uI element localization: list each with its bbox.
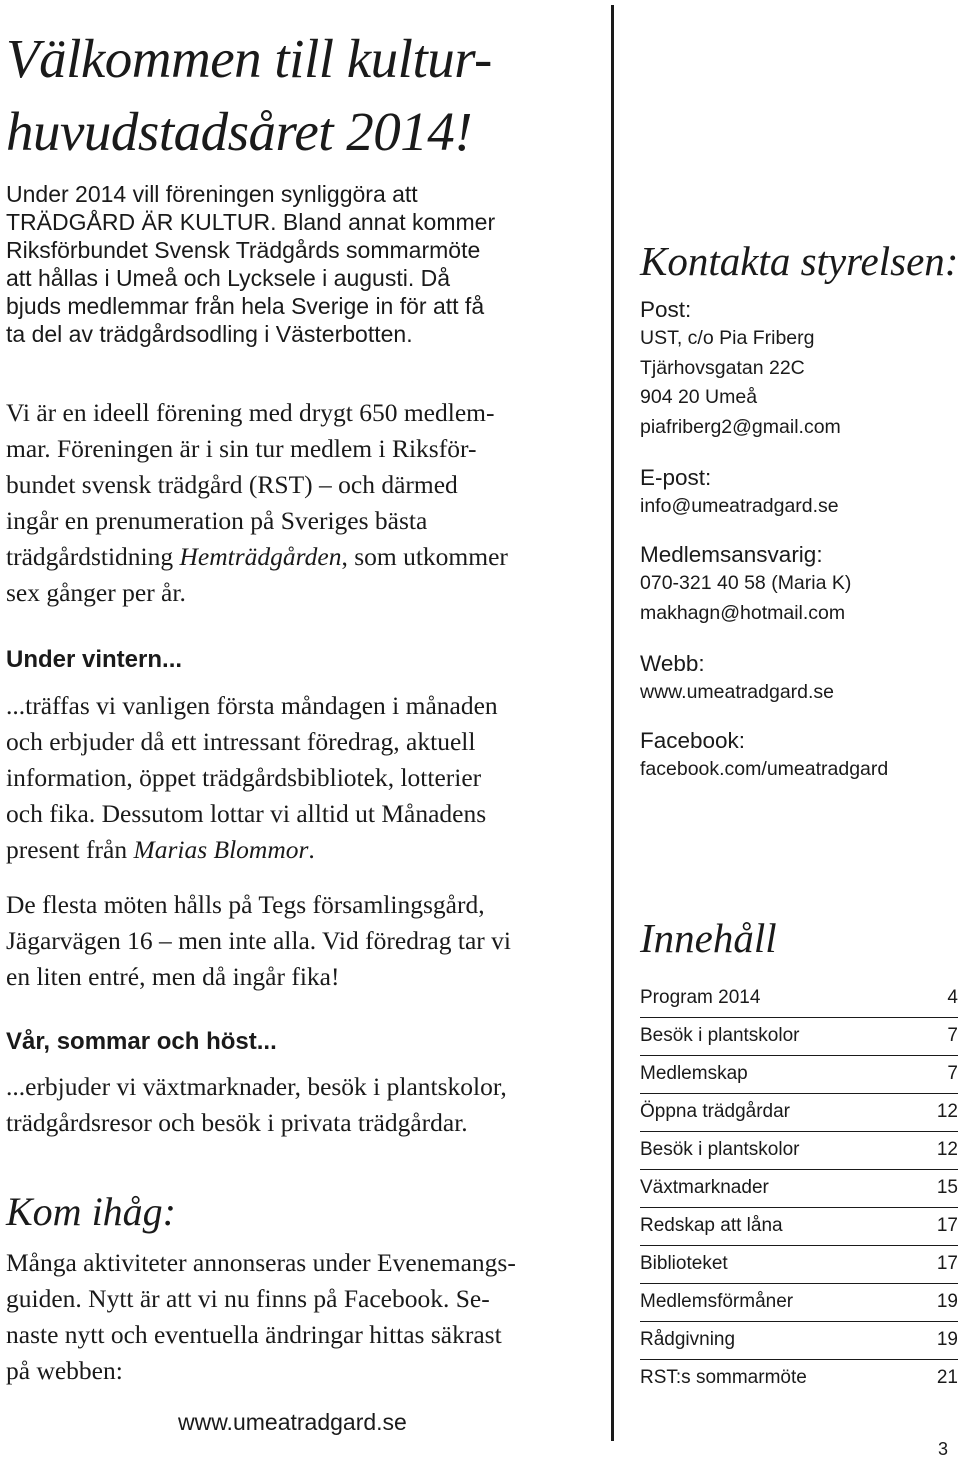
toc-item-page: 12 [936, 1101, 958, 1122]
meetings-line: Jägarvägen 16 – men inte alla. Vid föredrag tar vi [6, 926, 511, 955]
toc-item-page: 4 [947, 987, 958, 1008]
toc-item-page: 15 [936, 1177, 958, 1198]
toc-item-title: RST:s sommarmöte [640, 1367, 807, 1388]
members-paragraph [6, 395, 584, 611]
intro-line: Under 2014 vill föreningen synliggöra att [6, 181, 418, 207]
column-divider [611, 5, 614, 1441]
toc-item-title: Rådgivning [640, 1329, 736, 1350]
members-line: Vi är en ideell förening med drygt 650 medlem- [6, 398, 495, 427]
toc-item [640, 980, 958, 1018]
email-label: E-post: [640, 465, 712, 490]
toc-item-page: 19 [936, 1291, 958, 1312]
winter-paragraph [6, 688, 584, 868]
contact-title: Kontakta styrelsen: [640, 238, 959, 284]
toc-item [640, 1360, 958, 1398]
spring-paragraph [6, 1069, 584, 1141]
table-of-contents [640, 980, 958, 1398]
post-address-line: UST, c/o Pia Friberg [640, 327, 815, 349]
intro-line: att hållas i Umeå och Lycksele i augusti. Då [6, 265, 451, 291]
toc-item-page: 17 [936, 1215, 958, 1236]
toc-item-title: Växtmarknader [640, 1177, 769, 1198]
spring-line: ...erbjuder vi växtmarknader, besök i plantskolor, [6, 1072, 507, 1101]
facebook-label: Facebook: [640, 728, 746, 753]
toc-item [640, 1284, 958, 1322]
winter-line: present från [6, 835, 128, 864]
remember-line: på webben: [6, 1356, 123, 1385]
remember-line: naste nytt och eventuella ändringar hittas säkrast [6, 1320, 502, 1349]
page-number: 3 [938, 1439, 949, 1459]
toc-item [640, 1170, 958, 1208]
toc-item [640, 1322, 958, 1360]
winter-heading: Under vintern... [6, 646, 183, 673]
email-value: info@umeatradgard.se [640, 495, 839, 517]
magazine-name: Hemträdgården [179, 542, 342, 571]
winter-line: ...träffas vi vanligen första måndagen i månaden [6, 691, 498, 720]
post-address-line: 904 20 Umeå [640, 386, 758, 408]
toc-item-page: 12 [936, 1139, 958, 1160]
members-line: , som utkommer [341, 542, 508, 571]
toc-item-page: 17 [936, 1253, 958, 1274]
page-title-line-1: Välkommen till kultur- [6, 28, 492, 89]
post-address-line: Tjärhovsgatan 22C [640, 356, 805, 379]
member-email: makhagn@hotmail.com [640, 601, 846, 624]
remember-line: guiden. Nytt är att vi nu finns på Facebook. Se- [6, 1284, 490, 1313]
facebook-value: facebook.com/umeatradgard [640, 758, 889, 780]
sponsor-name: Marias Blommor [133, 835, 309, 864]
toc-item-page: 7 [947, 1063, 958, 1084]
members-line: mar. Föreningen är i sin tur medlem i Riksför- [6, 434, 477, 463]
meetings-paragraph [6, 887, 584, 995]
toc-item-title: Medlemskap [640, 1063, 748, 1084]
toc-item [640, 1208, 958, 1246]
toc-item-title: Medlemsförmåner [640, 1291, 794, 1312]
toc-item [640, 1018, 958, 1056]
intro-line: TRÄDGÅRD ÄR KULTUR. Bland annat kommer [6, 209, 496, 235]
toc-item [640, 1132, 958, 1170]
toc-item [640, 1056, 958, 1094]
toc-item-title: Besök i plantskolor [640, 1139, 800, 1160]
toc-item [640, 1246, 958, 1284]
toc-item-title: Öppna trädgårdar [640, 1101, 790, 1122]
page-title [6, 22, 596, 168]
members-line: sex gånger per år. [6, 578, 186, 607]
toc-item-page: 19 [936, 1329, 958, 1350]
toc-item-page: 21 [936, 1367, 958, 1388]
remember-line: Många aktiviteter annonseras under Evenemangs- [6, 1248, 516, 1277]
winter-line: och erbjuder då ett intressant föredrag, aktuell [6, 727, 476, 756]
member-contact [640, 541, 940, 628]
intro-line: bjuds medlemmar från hela Sverige in för att få [6, 293, 485, 319]
web-contact [640, 650, 940, 708]
winter-line: information, öppet trädgårdsbibliotek, lotterier [6, 763, 482, 792]
toc-item-title: Redskap att låna [640, 1215, 783, 1236]
winter-line: . [308, 835, 315, 864]
meetings-line: en liten entré, men då ingår fika! [6, 962, 340, 991]
toc-item-title: Program 2014 [640, 987, 761, 1008]
toc-item-title: Biblioteket [640, 1253, 728, 1274]
email-contact [640, 464, 940, 522]
remember-paragraph [6, 1245, 584, 1389]
meetings-line: De flesta möten hålls på Tegs församlingsgård, [6, 890, 485, 919]
intro-paragraph [6, 180, 586, 348]
intro-line: ta del av trädgårdsodling i Västerbotten. [6, 321, 413, 347]
intro-line: Riksförbundet Svensk Trädgårds sommarmöte [6, 237, 481, 263]
page-title-line-2: huvudstadsåret 2014! [6, 101, 473, 162]
spring-line: trädgårdsresor och besök i privata trädgårdar. [6, 1108, 468, 1137]
members-line: bundet svensk trädgård (RST) – och därmed [6, 470, 458, 499]
winter-line: och fika. Dessutom lottar vi alltid ut Månadens [6, 799, 487, 828]
member-label: Medlemsansvarig: [640, 542, 823, 567]
toc-item-title: Besök i plantskolor [640, 1025, 800, 1046]
remember-title: Kom ihåg: [6, 1189, 176, 1234]
toc-item [640, 1094, 958, 1132]
facebook-contact [640, 727, 940, 785]
member-phone: 070-321 40 58 (Maria K) [640, 572, 852, 594]
toc-title: Innehåll [640, 915, 777, 961]
website-link[interactable]: www.umeatradgard.se [178, 1409, 407, 1435]
members-line: trädgårdstidning [6, 542, 174, 571]
post-label: Post: [640, 297, 692, 322]
web-value: www.umeatradgard.se [640, 681, 835, 703]
spring-heading: Vår, sommar och höst... [6, 1028, 277, 1055]
post-contact [640, 296, 940, 442]
web-label: Webb: [640, 651, 705, 676]
post-email: piafriberg2@gmail.com [640, 415, 841, 438]
members-line: ingår en prenumeration på Sveriges bästa [6, 506, 428, 535]
toc-item-page: 7 [947, 1025, 958, 1046]
